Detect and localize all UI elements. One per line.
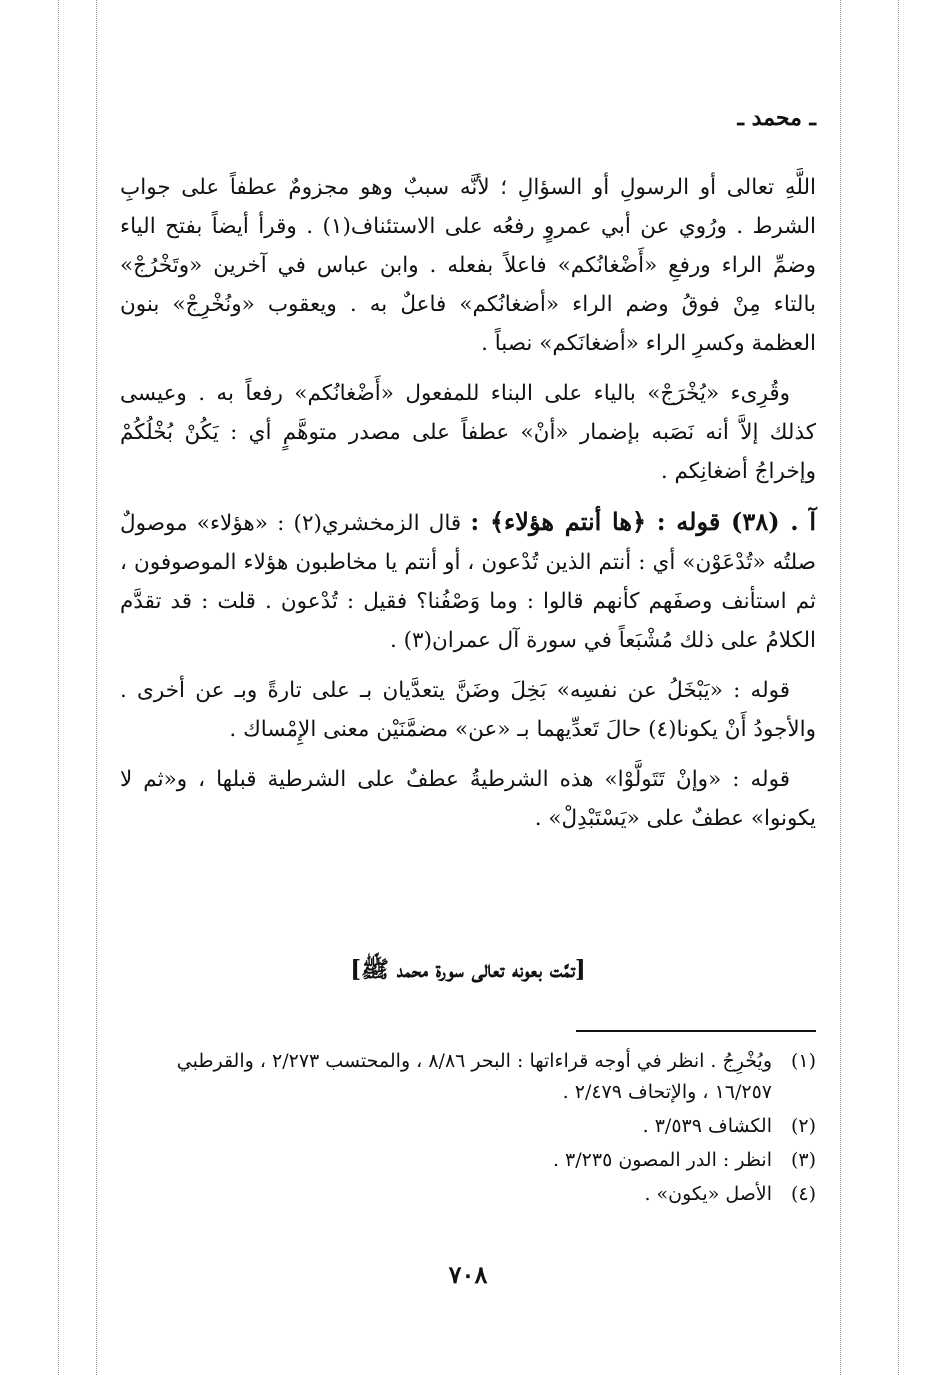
closing-note: [تمَّت بعونه تعالى سورة محمد ﷺ] [350,956,586,983]
footnote-text: الكشاف ٣/٥٣٩ . [642,1115,772,1137]
paragraph-5: قوله : «وإنْ تَتَولَّوْا» هذه الشرطيةُ عطفٌ على الشرطية قبلها ، و«ثم لا يكونوا» عطفٌ على «يَسْتَبْدِلْ» . [120,767,816,831]
paragraph-2: وقُرِىء «يُخْرَجْ» بالياء على البناء للمفعول «أَضْغانُكم» رفعاً به . وعيسى كذلك إلاَّ أنه نَصَبه بإضمار «أنْ» عطفاً على مصدر متوهَّمٍ أي : يَكُنْ بُخْلُكُمْ وإخراجُ أضغانِكم . [120,381,816,484]
footnote-text: ويُخْرِجُ . انظر في أوجه قراءاتها : البحر ٨/٨٦ ، والمحتسب ٢/٢٧٣ ، والقرطبي ١٦/٢٥٧ ، والإتحاف ٢/٤٧٩ . [176,1050,772,1103]
margin-guide-left [58,0,59,1375]
verse-lead: آ . (٣٨) قوله : ﴿ها أنتم هؤلاء﴾ : [470,507,816,536]
footnote-3 [120,1145,816,1176]
footnote-number: (٢) [790,1115,816,1137]
footnote-4 [120,1179,816,1210]
footnote-2 [120,1111,816,1142]
footnote-number: (٤) [790,1183,816,1205]
margin-guide-right [840,0,841,1375]
margin-guide-left-inner [96,0,97,1375]
body-text [120,168,816,849]
page [120,0,816,1375]
footnote-text: الأصل «يكون» . [644,1183,772,1205]
margin-guide-right-outer [898,0,899,1375]
page-number: ٧٠٨ [448,1260,488,1289]
running-head: ـ محمد ـ [737,105,816,131]
footnote-rule [576,1030,816,1032]
footnote-text: انظر : الدر المصون ٣/٢٣٥ . [552,1149,772,1171]
verse-heading-paragraph [120,502,816,660]
footnote-number: (١) [790,1050,816,1072]
paragraph-4: قوله : «يَبْخَلُ عن نفسِه» بَخِلَ وضَنَّ يتعدَّيان بـ على تارةً وبـ عن أخرى . والأجودُ أَنْ يكونا(٤) حالَ تَعدِّيهما بـ «عن» مضمَّنَيْن معنى الإِمْساك . [120,678,816,742]
footnote-number: (٣) [790,1149,816,1171]
verse-lead-continuation: قال الزمخشري(٢) : [277,511,462,536]
footnotes [120,1046,816,1213]
paragraph-1: اللَّهِ تعالى أو الرسولِ أو السؤالِ ؛ لأنَّه سببٌ وهو مجزومٌ عطفاً على جوابِ الشرط . ورُوي عن أبي عمروٍ رفعُه على الاستئناف(١) . وقرأ أيضاً بفتح الياء وضمِّ الراء ورفعِ «أَضْغانُكم» فاعلاً بفعله . وابن عباس في آخرين «وتَخْرُجْ» بالتاء مِنْ فوقُ وضم الراء «أضغانُكم» فاعلٌ به . ويعقوب «ونُخْرِجْ» بنون العظمة وكسرِ الراء «أضغانَكم» نصباً . [120,175,816,356]
footnote-1 [120,1046,816,1108]
paragraph-3: «هؤلاء» موصولٌ صلتُه «تُدْعَوْن» أي : أنتم الذين تُدْعون ، أو أنتم يا مخاطبون هؤلاء الموصوفون ، ثم استأنف وصفَهم كأنهم قالوا : وما وَصْفُنا؟ فقيل : تُدْعون . قلت : قد تقدَّم الكلامُ على ذلك مُشْبَعاً في سورة آل عمران(٣) . [120,511,816,653]
